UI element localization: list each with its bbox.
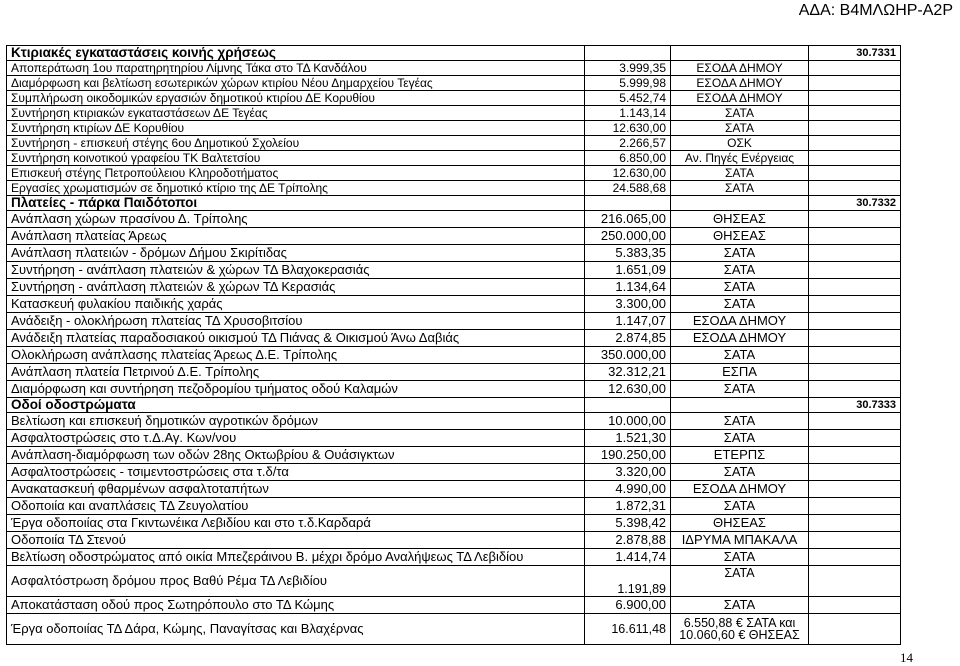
amount-cell: 6.900,00 (585, 597, 671, 614)
budget-code-cell (809, 279, 901, 296)
table-row (7, 279, 901, 296)
project-description: Αποκατάσταση οδού προς Σωτηρόπουλο στο ΤΔ Κώμης (7, 597, 585, 614)
amount-cell: 4.990,00 (585, 481, 671, 498)
funding-source-cell: ΣΑΤΑ (671, 279, 809, 296)
table-row (7, 91, 901, 106)
amount-cell: 1.134,64 (585, 279, 671, 296)
project-description: Έργα οδοποιίας ΤΔ Δάρα, Κώμης, Παναγίτσας και Βλαχέρνας (7, 614, 585, 645)
budget-code-cell (809, 181, 901, 196)
funding-source-cell: ΘΗΣΕΑΣ (671, 211, 809, 228)
amount-cell: 1.414,74 (585, 549, 671, 566)
table-row (7, 211, 901, 228)
table-row (7, 262, 901, 279)
funding-source-cell: ΣΑΤΑ (671, 413, 809, 430)
amount-cell: 10.000,00 (585, 413, 671, 430)
amount-cell: 12.630,00 (585, 166, 671, 181)
funding-source-line: 10.060,60 € ΘΗΣΕΑΣ (679, 628, 800, 642)
budget-code-cell (809, 498, 901, 515)
table-row (7, 447, 901, 464)
table-row (7, 330, 901, 347)
funding-source-cell: ΕΣΟΔΑ ΔΗΜΟΥ (671, 91, 809, 106)
amount-cell (585, 398, 671, 413)
budget-code-cell (809, 447, 901, 464)
table-row (7, 597, 901, 614)
budget-code-cell (809, 347, 901, 364)
amount-cell: 2.878,88 (585, 532, 671, 549)
funding-source-cell: ΣΑΤΑ (671, 166, 809, 181)
table-row (7, 515, 901, 532)
amount-cell: 32.312,21 (585, 364, 671, 381)
budget-code-cell (809, 532, 901, 549)
budget-table (6, 45, 901, 645)
amount-cell: 250.000,00 (585, 228, 671, 245)
amount-cell: 6.850,00 (585, 151, 671, 166)
project-description: Βελτίωση οδοστρώματος από οικία Μπεζεράινου Β. μέχρι δρόμο Αναλήψεως ΤΔ Λεβιδίου (7, 549, 585, 566)
project-description: Συντήρηση κτιρίων ΔΕ Κορυθίου (7, 121, 585, 136)
budget-code-cell (809, 211, 901, 228)
funding-source-cell: ΣΑΤΑ (671, 181, 809, 196)
table-row (7, 481, 901, 498)
funding-source-cell (671, 398, 809, 413)
table-row (7, 498, 901, 515)
budget-code-cell (809, 566, 901, 597)
amount-cell: 3.300,00 (585, 296, 671, 313)
project-description: Ανάπλαση πλατεία Πετρινού Δ.Ε. Τρίπολης (7, 364, 585, 381)
section-title: Κτιριακές εγκαταστάσεις κοινής χρήσεως (7, 46, 585, 61)
amount-cell: 5.398,42 (585, 515, 671, 532)
funding-source-cell: ΣΑΤΑ (671, 464, 809, 481)
project-description: Ανάπλαση χώρων πρασίνου Δ. Τρίπολης (7, 211, 585, 228)
budget-table-body (7, 46, 901, 645)
table-row (7, 181, 901, 196)
table-row (7, 228, 901, 245)
project-description: Επισκευή στέγης Πετροπούλειου Κληροδοτήματος (7, 166, 585, 181)
amount-cell: 5.452,74 (585, 91, 671, 106)
table-row (7, 61, 901, 76)
table-row (7, 245, 901, 262)
funding-source-cell: ΘΗΣΕΑΣ (671, 515, 809, 532)
project-description: Κατασκευή φυλακίου παιδικής χαράς (7, 296, 585, 313)
budget-code-cell (809, 166, 901, 181)
table-row (7, 106, 901, 121)
table-row (7, 549, 901, 566)
funding-source-cell: ΕΣΟΔΑ ΔΗΜΟΥ (671, 313, 809, 330)
section-title: Πλατείες - πάρκα Παιδότοποι (7, 196, 585, 211)
budget-code-cell (809, 464, 901, 481)
amount-cell: 1.872,31 (585, 498, 671, 515)
project-description: Συμπλήρωση οικοδομικών εργασιών δημοτικού κτιρίου ΔΕ Κορυθίου (7, 91, 585, 106)
amount-cell: 1.147,07 (585, 313, 671, 330)
project-description: Συντήρηση κοινοτικού γραφείου ΤΚ Βαλτετσίου (7, 151, 585, 166)
project-description: Ασφαλτόστρωση δρόμου προς Βαθύ Ρέμα ΤΔ Λεβιδίου (7, 566, 585, 597)
amount-cell: 2.874,85 (585, 330, 671, 347)
project-description: Ανάπλαση πλατειών - δρόμων Δήμου Σκιρίτιδας (7, 245, 585, 262)
funding-source-cell: ΣΑΤΑ (671, 262, 809, 279)
funding-source-cell: ΕΣΠΑ (671, 364, 809, 381)
table-row (7, 464, 901, 481)
amount-cell: 12.630,00 (585, 121, 671, 136)
funding-source-cell: ΟΣΚ (671, 136, 809, 151)
table-row (7, 347, 901, 364)
project-description: Ανάδειξη - ολοκλήρωση πλατείας ΤΔ Χρυσοβιτσίου (7, 313, 585, 330)
budget-code-cell (809, 91, 901, 106)
table-row (7, 532, 901, 549)
amount-cell: 190.250,00 (585, 447, 671, 464)
budget-code-cell (809, 481, 901, 498)
budget-code-cell (809, 549, 901, 566)
project-description: Οδοποιία ΤΔ Στενού (7, 532, 585, 549)
table-row (7, 566, 901, 597)
amount-cell: 1.191,89 (585, 566, 671, 597)
budget-code-cell (809, 614, 901, 645)
budget-code-cell (809, 121, 901, 136)
funding-source-cell: ΕΣΟΔΑ ΔΗΜΟΥ (671, 330, 809, 347)
project-description: Διαμόρφωση και συντήρηση πεζοδρομίου τμήματος οδού Καλαμών (7, 381, 585, 398)
funding-source-cell: Αν. Πηγές Ενέργειας (671, 151, 809, 166)
table-row (7, 151, 901, 166)
funding-source-line: 6.550,88 € ΣΑΤΑ και (683, 616, 796, 630)
project-description: Έργα οδοποιίας στα Γκιντωνέικα Λεβιδίου και στο τ.δ.Καρδαρά (7, 515, 585, 532)
funding-source-cell: ΣΑΤΑ (671, 566, 809, 597)
budget-code-cell (809, 381, 901, 398)
project-description: Ανακατασκευή φθαρμένων ασφαλτοταπήτων (7, 481, 585, 498)
project-description: Ασφαλτοστρώσεις - τσιμεντοστρώσεις στα τ.δ/τα (7, 464, 585, 481)
table-row (7, 381, 901, 398)
amount-cell: 2.266,57 (585, 136, 671, 151)
amount-cell: 1.143,14 (585, 106, 671, 121)
table-row (7, 296, 901, 313)
funding-source-cell: ΕΣΟΔΑ ΔΗΜΟΥ (671, 481, 809, 498)
amount-cell: 5.999,98 (585, 76, 671, 91)
funding-source-cell (671, 196, 809, 211)
funding-source-cell: ΣΑΤΑ (671, 245, 809, 262)
project-description: Διαμόρφωση και βελτίωση εσωτερικών χώρων κτιρίου Νέου Δημαρχείου Τεγέας (7, 76, 585, 91)
funding-source-cell: ΣΑΤΑ (671, 498, 809, 515)
budget-code-cell (809, 136, 901, 151)
project-description: Αποπεράτωση 1ου παρατηρητηρίου Λίμνης Τάκα στο ΤΔ Κανδάλου (7, 61, 585, 76)
project-description: Ασφαλτοστρώσεις στο τ.Δ.Αγ. Κων/νου (7, 430, 585, 447)
amount-cell: 1.651,09 (585, 262, 671, 279)
budget-code-cell (809, 245, 901, 262)
project-description: Συντήρηση - επισκευή στέγης 6ου Δημοτικού Σχολείου (7, 136, 585, 151)
funding-source-cell: ΕΣΟΔΑ ΔΗΜΟΥ (671, 76, 809, 91)
funding-source-cell: ΙΔΡΥΜΑ ΜΠΑΚΑΛΑ (671, 532, 809, 549)
budget-code-cell (809, 61, 901, 76)
funding-source-cell (671, 614, 809, 645)
budget-code-cell (809, 330, 901, 347)
budget-code-cell (809, 430, 901, 447)
project-description: Ανάπλαση-διαμόρφωση των οδών 28ης Οκτωβρίου & Ουάσιγκτων (7, 447, 585, 464)
amount-cell: 3.320,00 (585, 464, 671, 481)
amount-cell (585, 196, 671, 211)
table-row (7, 136, 901, 151)
budget-code-cell (809, 151, 901, 166)
project-description: Συντήρηση - ανάπλαση πλατειών & χώρων ΤΔ Βλαχοκερασιάς (7, 262, 585, 279)
budget-code-cell (809, 515, 901, 532)
funding-source-cell (671, 46, 809, 61)
project-description: Ολοκλήρωση ανάπλασης πλατείας Άρεως Δ.Ε. Τρίπολης (7, 347, 585, 364)
amount-cell: 16.611,48 (585, 614, 671, 645)
table-row (7, 121, 901, 136)
funding-source-cell: ΣΑΤΑ (671, 106, 809, 121)
page-number: 14 (900, 650, 913, 665)
table-row (7, 413, 901, 430)
amount-cell: 12.630,00 (585, 381, 671, 398)
budget-code-cell (809, 413, 901, 430)
amount-cell: 216.065,00 (585, 211, 671, 228)
budget-code-cell: 30.7331 (809, 46, 901, 61)
funding-source-cell: ΣΑΤΑ (671, 597, 809, 614)
project-description: Ανάπλαση πλατείας Άρεως (7, 228, 585, 245)
section-row (7, 398, 901, 413)
amount-cell: 350.000,00 (585, 347, 671, 364)
budget-code-cell (809, 76, 901, 91)
section-row (7, 196, 901, 211)
amount-cell: 1.521,30 (585, 430, 671, 447)
amount-cell (585, 46, 671, 61)
budget-code-cell (809, 597, 901, 614)
funding-source-cell: ΕΣΟΔΑ ΔΗΜΟΥ (671, 61, 809, 76)
project-description: Βελτίωση και επισκευή δημοτικών αγροτικών δρόμων (7, 413, 585, 430)
budget-code-cell: 30.7333 (809, 398, 901, 413)
project-description: Εργασίες χρωματισμών σε δημοτικό κτίριο της ΔΕ Τρίπολης (7, 181, 585, 196)
budget-code-cell (809, 228, 901, 245)
funding-source-cell: ΣΑΤΑ (671, 296, 809, 313)
funding-source-cell: ΘΗΣΕΑΣ (671, 228, 809, 245)
funding-source-cell: ΣΑΤΑ (671, 430, 809, 447)
amount-cell: 24.588,68 (585, 181, 671, 196)
budget-code-cell (809, 262, 901, 279)
funding-source-cell: ΣΑΤΑ (671, 549, 809, 566)
project-description: Συντήρηση - ανάπλαση πλατειών & χώρων ΤΔ Κερασιάς (7, 279, 585, 296)
project-description: Συντήρηση κτιριακών εγκαταστάσεων ΔΕ Τεγέας (7, 106, 585, 121)
budget-code-cell (809, 313, 901, 330)
budget-code-cell (809, 296, 901, 313)
section-row (7, 46, 901, 61)
budget-code-cell (809, 364, 901, 381)
amount-cell: 5.383,35 (585, 245, 671, 262)
funding-source-cell: ΣΑΤΑ (671, 347, 809, 364)
table-row (7, 76, 901, 91)
table-row (7, 313, 901, 330)
table-row (7, 430, 901, 447)
ada-code: ΑΔΑ: Β4ΜΛΩΗΡ-Α2Ρ (798, 2, 953, 19)
section-title: Οδοί οδοστρώματα (7, 398, 585, 413)
budget-code-cell: 30.7332 (809, 196, 901, 211)
table-row (7, 614, 901, 645)
funding-source-cell: ΣΑΤΑ (671, 121, 809, 136)
project-description: Ανάδειξη πλατείας παραδοσιακού οικισμού ΤΔ Πιάνας & Οικισμού Άνω Δαβιάς (7, 330, 585, 347)
funding-source-cell: ΕΤΕΡΠΣ (671, 447, 809, 464)
project-description: Οδοποιία και αναπλάσεις ΤΔ Ζευγολατίου (7, 498, 585, 515)
funding-source-cell: ΣΑΤΑ (671, 381, 809, 398)
table-row (7, 364, 901, 381)
amount-cell: 3.999,35 (585, 61, 671, 76)
budget-code-cell (809, 106, 901, 121)
table-row (7, 166, 901, 181)
